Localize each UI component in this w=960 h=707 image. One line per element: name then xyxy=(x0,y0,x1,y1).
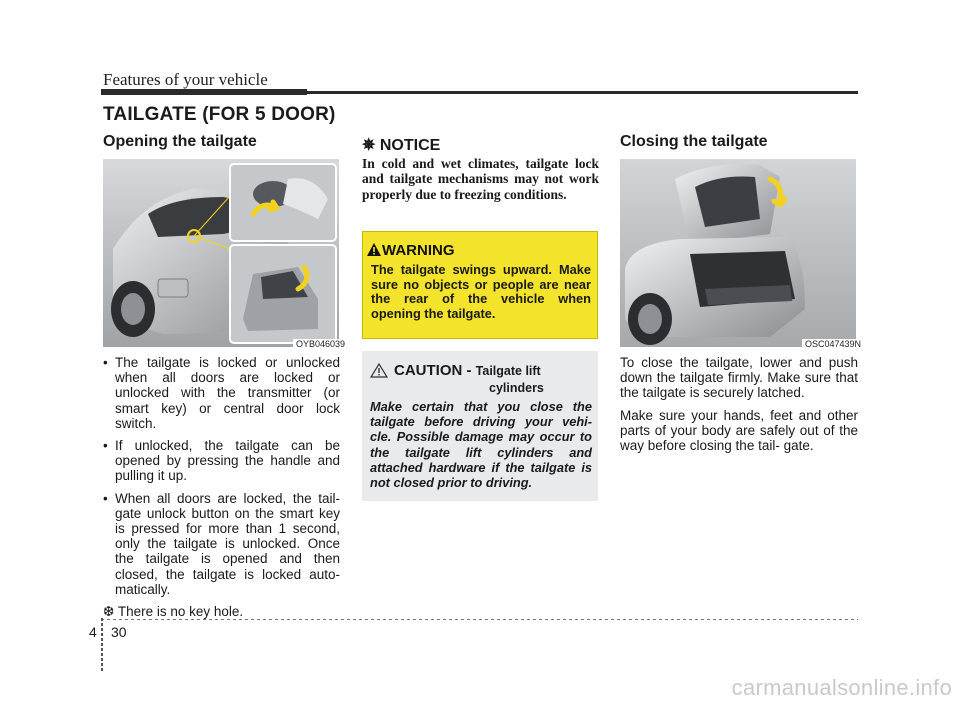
opening-bullet: • When all doors are locked, the tail- gate unlock button on the smart key is pressed for more than 1 second, only the tailgate is unlocked. Once the tailgate is opened and then closed, the tailgate is locked auto- matically. xyxy=(103,491,340,597)
header-title: Features of your vehicle xyxy=(103,70,268,89)
footer-vertical-rule xyxy=(101,618,103,671)
warning-box xyxy=(362,231,598,339)
caution-subtitle-line2: cylinders xyxy=(489,381,544,395)
footer-dotted-rule xyxy=(101,619,858,620)
opening-illustration xyxy=(103,159,339,347)
closing-paragraph: Make sure your hands, feet and other parts of your body are safely out of the way before closing the tail- gate. xyxy=(620,407,858,454)
header-rule-accent xyxy=(101,89,307,95)
caution-subtitle: Tailgate lift xyxy=(475,364,541,378)
opening-heading: Opening the tailgate xyxy=(103,133,257,150)
caution-text: Make certain that you close the tailgate before driving your vehi- cle. Possible damage may occur to the tailgate lift cylinders and attached hardware if the tailgate is not closed prior to driving. xyxy=(370,399,592,491)
closing-paragraph: To close the tailgate, lower and push down the tailgate firmly. Make sure that the tailgate is securely latched. xyxy=(620,355,858,401)
closing-illustration xyxy=(620,159,856,347)
warning-text: The tailgate swings upward. Make sure no objects or people are near the rear of the vehicle when opening the tailgate. xyxy=(371,262,591,321)
car-open-tailgate-illustration xyxy=(620,159,856,347)
opening-bullet: • If unlocked, the tailgate can be opened by pressing the handle and pulling it up. xyxy=(103,438,340,484)
opening-instructions xyxy=(103,355,340,619)
closing-heading: Closing the tailgate xyxy=(620,133,768,150)
opening-bullet: • The tailgate is locked or unlocked when all doors are locked or unlocked with the transmitter (or smart key) or central door lock switch. xyxy=(103,355,340,431)
section-title: TAILGATE (FOR 5 DOOR) xyxy=(103,104,336,125)
closing-instructions xyxy=(620,355,858,453)
warning-triangle-icon xyxy=(367,243,381,256)
car-rear-illustration xyxy=(103,159,339,347)
warning-title: WARNING xyxy=(382,242,455,259)
caution-triangle-icon xyxy=(370,363,388,378)
no-key-hole-note: ❆ There is no key hole. xyxy=(103,604,244,620)
caution-title xyxy=(394,362,541,379)
closing-image-code: OSC047439N xyxy=(802,339,864,349)
caution-box xyxy=(362,351,598,501)
notice-text: In cold and wet climates, tailgate lock and tailgate mechanisms may not work properly due to freezing conditions. xyxy=(362,156,599,202)
watermark: carmanualsonline.info xyxy=(731,675,952,700)
caution-label: CAUTION - xyxy=(394,362,476,379)
chapter-number: 4 xyxy=(89,624,97,640)
opening-image-code: OYB046039 xyxy=(293,339,348,349)
notice-heading: ✵ NOTICE xyxy=(362,137,441,154)
page-number: 30 xyxy=(111,624,127,640)
